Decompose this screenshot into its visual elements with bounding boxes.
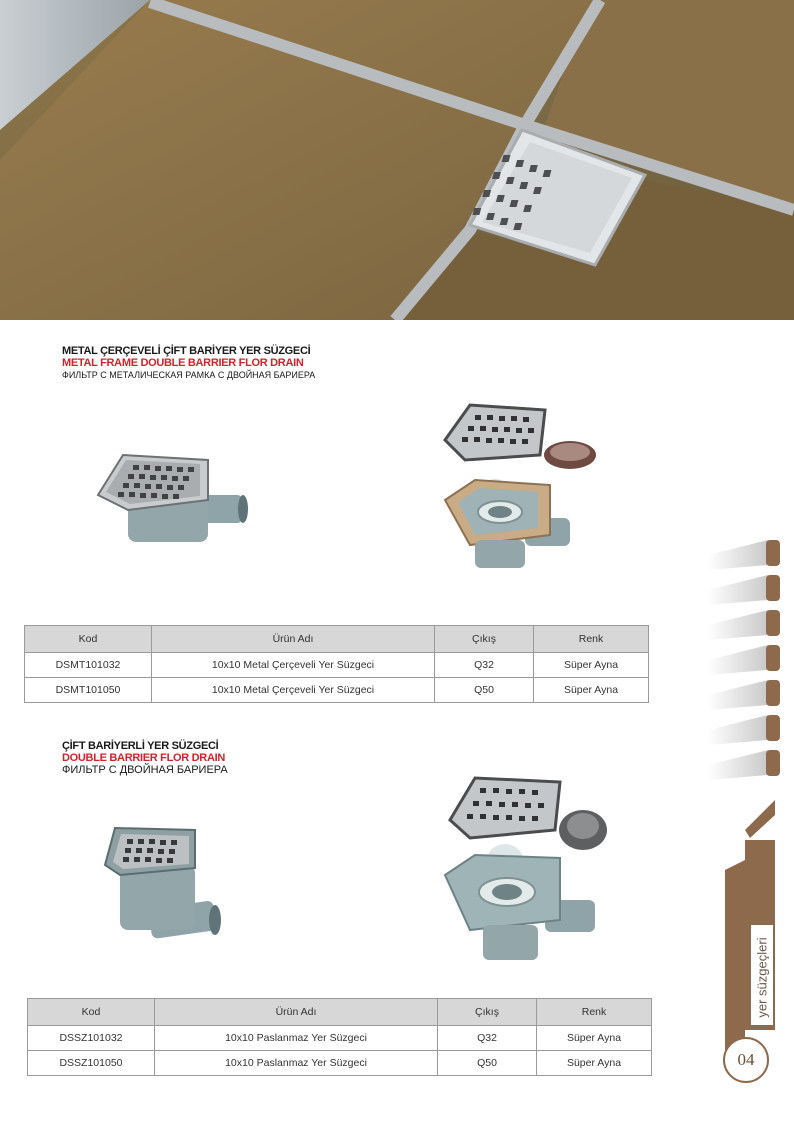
category-label-text: yer süzgeçleri	[754, 937, 770, 1018]
header-cikis: Çıkış	[438, 999, 537, 1026]
spec-table-metal-frame	[24, 625, 649, 703]
header-cikis: Çıkış	[435, 626, 534, 653]
header-urun-adi: Ürün Adı	[155, 999, 438, 1026]
table-row	[25, 653, 649, 678]
product-image-metal-frame-drain	[88, 440, 253, 550]
cell-urun-adi: 10x10 Metal Çerçeveli Yer Süzgeci	[152, 678, 435, 703]
cell-cikis: Q50	[435, 678, 534, 703]
cell-kod: DSSZ101050	[28, 1051, 155, 1076]
cell-renk: Süper Ayna	[537, 1051, 652, 1076]
cell-kod: DSSZ101032	[28, 1026, 155, 1051]
header-kod: Kod	[28, 999, 155, 1026]
header-renk: Renk	[537, 999, 652, 1026]
product-image-metal-frame-exploded	[430, 400, 610, 575]
table-header-row	[28, 999, 652, 1026]
cell-renk: Süper Ayna	[537, 1026, 652, 1051]
header-renk: Renk	[534, 626, 649, 653]
section-title-double-barrier	[62, 740, 228, 776]
header-kod: Kod	[25, 626, 152, 653]
cell-cikis: Q50	[438, 1051, 537, 1076]
header-urun-adi: Ürün Adı	[152, 626, 435, 653]
title-english: METAL FRAME DOUBLE BARRIER FLOR DRAIN	[62, 357, 304, 369]
product-image-double-barrier-drain	[95, 820, 230, 955]
page-number: 04	[723, 1037, 769, 1083]
cell-cikis: Q32	[438, 1026, 537, 1051]
cell-urun-adi: 10x10 Paslanmaz Yer Süzgeci	[155, 1026, 438, 1051]
table-header-row	[25, 626, 649, 653]
brand-logo-vertical-icon	[708, 535, 794, 785]
cell-renk: Süper Ayna	[534, 678, 649, 703]
cell-urun-adi: 10x10 Paslanmaz Yer Süzgeci	[155, 1051, 438, 1076]
title-english: DOUBLE BARRIER FLOR DRAIN	[62, 752, 225, 764]
title-russian: ФИЛЬТР С ДВОЙНАЯ БАРИЕРА	[62, 764, 228, 776]
spec-table-double-barrier	[27, 998, 652, 1076]
cell-renk: Süper Ayna	[534, 653, 649, 678]
cell-urun-adi: 10x10 Metal Çerçeveli Yer Süzgeci	[152, 653, 435, 678]
title-turkish: METAL ÇERÇEVELİ ÇİFT BARİYER YER SÜZGECİ	[62, 345, 311, 357]
cell-kod: DSMT101032	[25, 653, 152, 678]
title-turkish: ÇİFT BARİYERLİ YER SÜZGECİ	[62, 740, 219, 752]
cell-cikis: Q32	[435, 653, 534, 678]
hero-photo	[0, 0, 794, 320]
cell-kod: DSMT101050	[25, 678, 152, 703]
title-russian: ФИЛЬТР С МЕТАЛИЧЕСКАЯ РАМКА С ДВОЙНАЯ БАРИЕРА	[62, 370, 316, 380]
table-row	[28, 1026, 652, 1051]
table-row	[25, 678, 649, 703]
product-image-double-barrier-exploded	[435, 770, 620, 975]
category-label	[752, 935, 772, 1025]
table-row	[28, 1051, 652, 1076]
section-title-metal-frame	[62, 345, 315, 381]
